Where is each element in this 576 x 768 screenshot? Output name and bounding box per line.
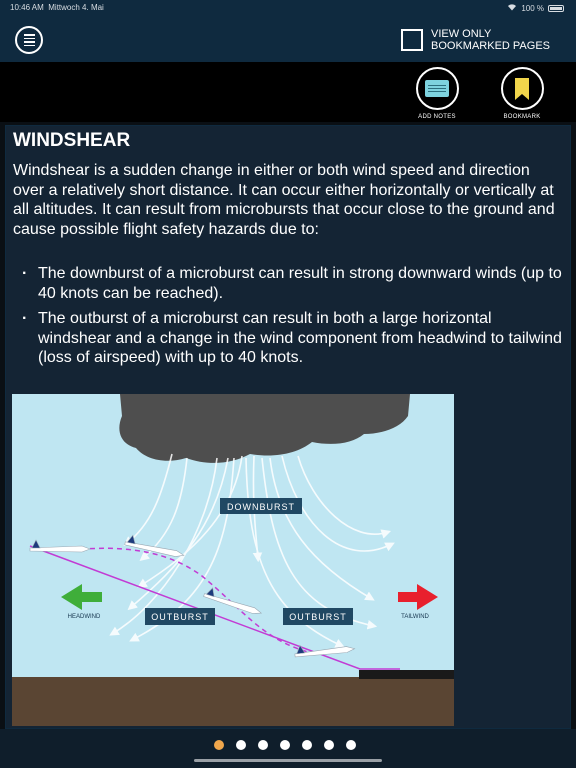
page-dots (214, 740, 356, 750)
add-notes-label: ADD NOTES (418, 114, 456, 120)
outburst-label-right: OUTBURST (289, 612, 347, 622)
add-notes-button[interactable] (407, 67, 467, 120)
toolbar (0, 62, 576, 122)
bookmarked-label: VIEW ONLY BOOKMARKED PAGES (431, 28, 550, 52)
headwind-label: HEADWIND (67, 614, 101, 620)
article (5, 125, 571, 729)
list-icon[interactable] (15, 26, 43, 54)
outburst-label-left: OUTBURST (151, 612, 209, 622)
bullet-list (13, 264, 565, 374)
status-right (507, 3, 564, 13)
list-item: · The downburst of a microburst can result in strong downward winds (up to 40 knots can be reached). (13, 264, 565, 303)
bookmark-button[interactable] (492, 67, 552, 120)
intro-paragraph: Windshear is a sudden change in either or both wind speed and direction over a relatively short distance. It can occur either horizontally or vertically at all altitudes. It can result from microbursts that occur close to the ground and cause possible flight safety hazards due to: (13, 162, 555, 238)
view-bookmarked-toggle[interactable] (401, 28, 550, 52)
page-dot-3[interactable] (258, 740, 268, 750)
page-indicator (0, 729, 576, 768)
nav-bar (0, 14, 576, 62)
page-dot-6[interactable] (324, 740, 334, 750)
runway (359, 670, 454, 679)
page-title: WINDSHEAR (13, 130, 131, 151)
page-dot-4[interactable] (280, 740, 290, 750)
ground (12, 677, 454, 726)
status-bar (0, 0, 576, 14)
battery-percent: 100 % (521, 3, 544, 13)
status-time: 10:46 AM Mittwoch 4. Mai (10, 3, 104, 12)
home-indicator[interactable] (194, 759, 382, 762)
bookmark-label: BOOKMARK (503, 114, 541, 120)
bookmarked-checkbox[interactable] (401, 29, 423, 51)
downburst-label: DOWNBURST (227, 502, 295, 512)
page-dot-7[interactable] (346, 740, 356, 750)
wifi-icon (507, 3, 517, 13)
page-dot-5[interactable] (302, 740, 312, 750)
page-dot-1[interactable] (214, 740, 224, 750)
battery-icon (548, 5, 564, 12)
list-item: · The outburst of a microburst can result in both a large horizontal windshear and a change in the wind component from headwind to tailwind (loss of airspeed) with up to 40 knots. (13, 309, 565, 368)
tailwind-label: TAILWIND (401, 614, 429, 620)
windshear-diagram (12, 394, 454, 726)
page-dot-2[interactable] (236, 740, 246, 750)
notes-icon (416, 67, 459, 110)
bookmark-icon (501, 67, 544, 110)
